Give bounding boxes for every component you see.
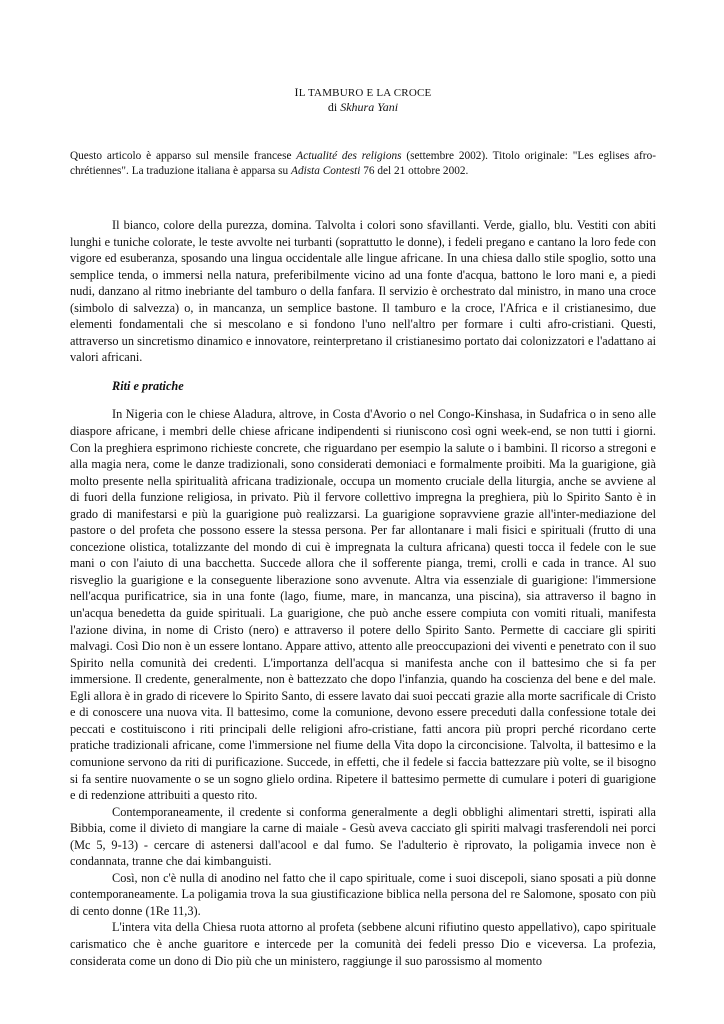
note-source-title-2: Adista Contesti — [291, 165, 361, 177]
source-note — [70, 149, 656, 179]
note-source-title: Actualité des religions — [296, 150, 402, 162]
byline — [70, 100, 656, 115]
article-title — [70, 86, 656, 100]
byline-author: Skhura Yani — [340, 100, 399, 114]
document-page — [70, 86, 656, 969]
title-initial: I — [294, 85, 299, 99]
paragraph-3: Contemporaneamente, il credente si conforma generalmente a degli obblighi alimentari stretti, ispirati alla Bibbia, come il divieto di mangiare la carne di maiale - Gesù aveva cacciato gli spiriti malvagi trasferendoli nei porci (Mc 5, 9-13) - cercare di astenersi dall'acool e dal fumo. Se l'adulterio è riprovato, la poligamia invece non è condannata, tranne che dai kimbanguisti. — [70, 804, 656, 869]
paragraph-1: Il bianco, colore della purezza, domina. Talvolta i colori sono sfavillanti. Verde, giallo, blu. Vestiti con abiti lunghi e tuniche colorate, le teste avvolte nei turbanti (soprattutto le donne), i fedeli pregano e cantano la loro fede con vigore ed esuberanza, sposando una lingua occidentale alle lingue africane. In una chiesa dallo stile spoglio, sotto una semplice tenda, o immersi nella natura, preferibilmente vicino ad una fonte d'acqua, battono le loro mani e, a piedi nudi, danzano al ritmo inebriante del tamburo o della fanfara. Il servizio è orchestrato dal ministro, in mano una croce (simbolo di salvezza) o, in mancanza, un semplice bastone. Il tamburo e la croce, l'Africa e il cristianesimo, due elementi fondamentali che si mescolano e si fondono l'uno nell'altro per formare i culti afro-cristiani. Questi, attraverso un sincretismo dinamico e innovatore, reinterpretano il cristianesimo portato dai colonizzatori e l'adattano ai valori africani. — [70, 218, 656, 365]
note-text-2: (settembre 2002). Titolo originale: "Les eglises afro-chrétiennes". La traduzione italiana è apparsa su — [70, 150, 656, 177]
note-text-3: 76 del 21 ottobre 2002. — [360, 165, 469, 177]
paragraph-5: L'intera vita della Chiesa ruota attorno al profeta (sebbene alcuni rifiutino questo appellativo), capo spirituale carismatico che è anche guaritore e intercede per la comunità dei fedeli presso Dio e viceversa. La profezia, considerata come un dono di Dio più che un ministero, raggiunge il suo parossismo al momento — [70, 920, 656, 968]
byline-prefix: di — [327, 100, 341, 114]
note-text-1: Questo articolo è apparso sul mensile francese — [70, 150, 297, 162]
paragraph-4: Così, non c'è nulla di anodino nel fatto che il capo spirituale, come i suoi discepoli, siano sposati a più donne contemporaneamente. La poligamia trova la sua giustificazione biblica nella persona del re Salomone, sposato con più di cento donne (1Re 11,3). — [70, 870, 656, 918]
paragraph-2: In Nigeria con le chiese Aladura, altrove, in Costa d'Avorio o nel Congo-Kinshasa, in Sudafrica o in seno alle diaspore africane, i membri delle chiese africane indipendenti si riuniscono così ogni week-end, se non tutti i giorni. Con la preghiera esprimono richieste concrete, che riguardano per esempio la salute o i bambini. Il ricorso a stregoni e alla magia nera, come le danze tradizionali, sono considerati demoniaci e formalmente proibiti. Ma la guarigione, già molto presente nella spiritualità africana tradizionale, occupa un momento cruciale della liturgia, anche se avviene al di fuori della funzione religiosa, in privato. Più il fervore collettivo impregna la preghiera, più lo Spirito Santo è in grado di manifestarsi e più la guarigione può realizzarsi. La guarigione sopravviene grazie all'inter-mediazione del pastore o del profeta che possono essere la stessa persona. Per far allontanare i mali fisici e spirituali (frutto di una concezione olistica, totalizzante del mondo di cui è impregnata la cultura africana) questi tocca il fedele con le sue mani o con l'aiuto di una bacchetta. Succede allora che il sofferente pianga, tremi, crolli e cada in trance. Al suo risveglio la guarigione e la conseguente liberazione sono avvenute. Altra via essenziale di guarigione: l'immersione nell'acqua purificatrice, sia in una fonte (lago, fiume, mare, in mancanza, una piscina), sia attraverso il bagno in un'acqua benedetta da guide spirituali. La guarigione, che può anche essere compiuta con vomiti rituali, manifesta l'azione divina, in nome di Cristo (nero) e attraverso il potere dello Spirito Santo. Permette di cacciare gli spiriti malvagi. Così Dio non è un essere lontano. Appare attivo, attento alle preoccupazioni dei viventi e penetrato con il suo Spirito nella comunità dei credenti. L'importanza dell'acqua si manifesta anche con il battesimo che si fa per immersione. Il credente, generalmente, non è battezzato che dopo l'infanzia, quando ha coscienza del bene e del male. Egli allora è in grado di ricevere lo Spirito Santo, di essere lavato dai suoi peccati grazie alla morte sacrificale di Cristo e di conoscere una nuova vita. Il battesimo, come la comunione, devono essere preceduti dalla confessione totale dei peccati e costituiscono i riti principali delle religioni afro-cristiane, fatti ancora più propri perché ricordano certe pratiche tradizionali africane, come l'immersione nel fiume della Vita dopo la circoncisione. Talvolta, il battesimo e la comunione servono da riti di purificazione. Succede, in effetti, che il fedele si faccia battezzare più volte, se il bisogno si fa sentire nuovamente o se un sogno glielo ordina. Ripetere il battesimo permette di cumulare i poteri di guarigione e di redenzione attribuiti a questo rito. — [70, 407, 656, 803]
section-heading: Riti e pratiche — [112, 378, 184, 393]
article-body — [70, 217, 656, 969]
title-rest: L TAMBURO E LA CROCE — [298, 87, 432, 99]
